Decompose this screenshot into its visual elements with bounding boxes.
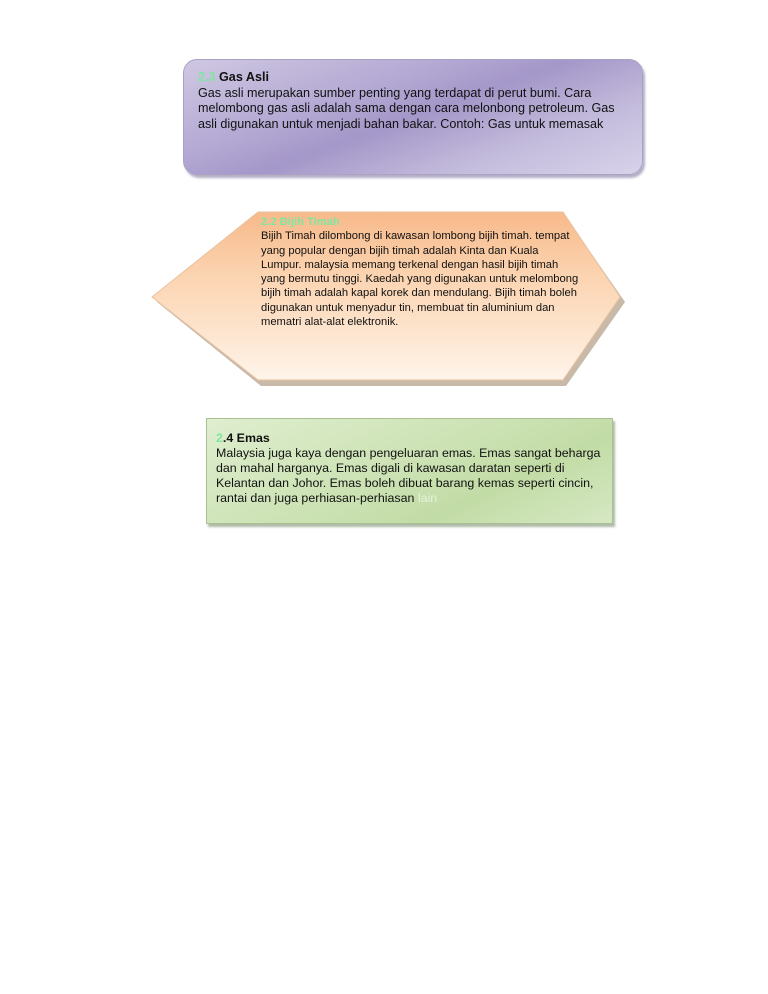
gas-asli-number: 2.3 [198,70,216,84]
emas-trailing-text: lain [417,491,438,505]
gas-asli-body: Gas asli merupakan sumber penting yang terdapat di perut bumi. Cara melombong gas asli adalah sama dengan cara melonbong petroleum. Gas asli digunakan untuk menjadi bahan bakar. Contoh: Gas untuk memasak [198,85,615,131]
emas-body-wrap [216,446,604,506]
emas-body: Malaysia juga kaya dengan pengeluaran emas. Emas sangat beharga dan mahal harganya. Emas digali di kawasan daratan seperti di Kelantan dan Johor. Emas boleh dibuat barang kemas seperti cincin, rantai dan juga perhiasan-perhiasan [216,446,601,505]
gas-asli-heading [198,70,628,86]
bijih-timah-box [150,210,625,386]
gas-asli-title: Gas Asli [219,70,269,84]
bijih-timah-title: 2.2 Bijih Timah [261,216,340,228]
gas-asli-box [183,59,643,175]
emas-heading [216,431,604,446]
bijih-timah-text [261,215,581,329]
bijih-timah-body: Bijih Timah dilombong di kawasan lombong bijih timah. tempat yang popular dengan bijih timah adalah Kinta dan Kuala Lumpur. malaysia memang terkenal dengan hasil bijih timah yang bermutu tinggi. Kaedah yang digunakan untuk melombong bijih timah adalah kapal korek dan mendulang. Bijih timah boleh digunakan untuk menyadur tin, membuat tin aluminium dan mematri alat-alat elektronik. [261,230,579,329]
emas-title: .4 Emas [222,431,270,445]
emas-number: 2 [216,431,223,445]
emas-box [206,418,613,524]
